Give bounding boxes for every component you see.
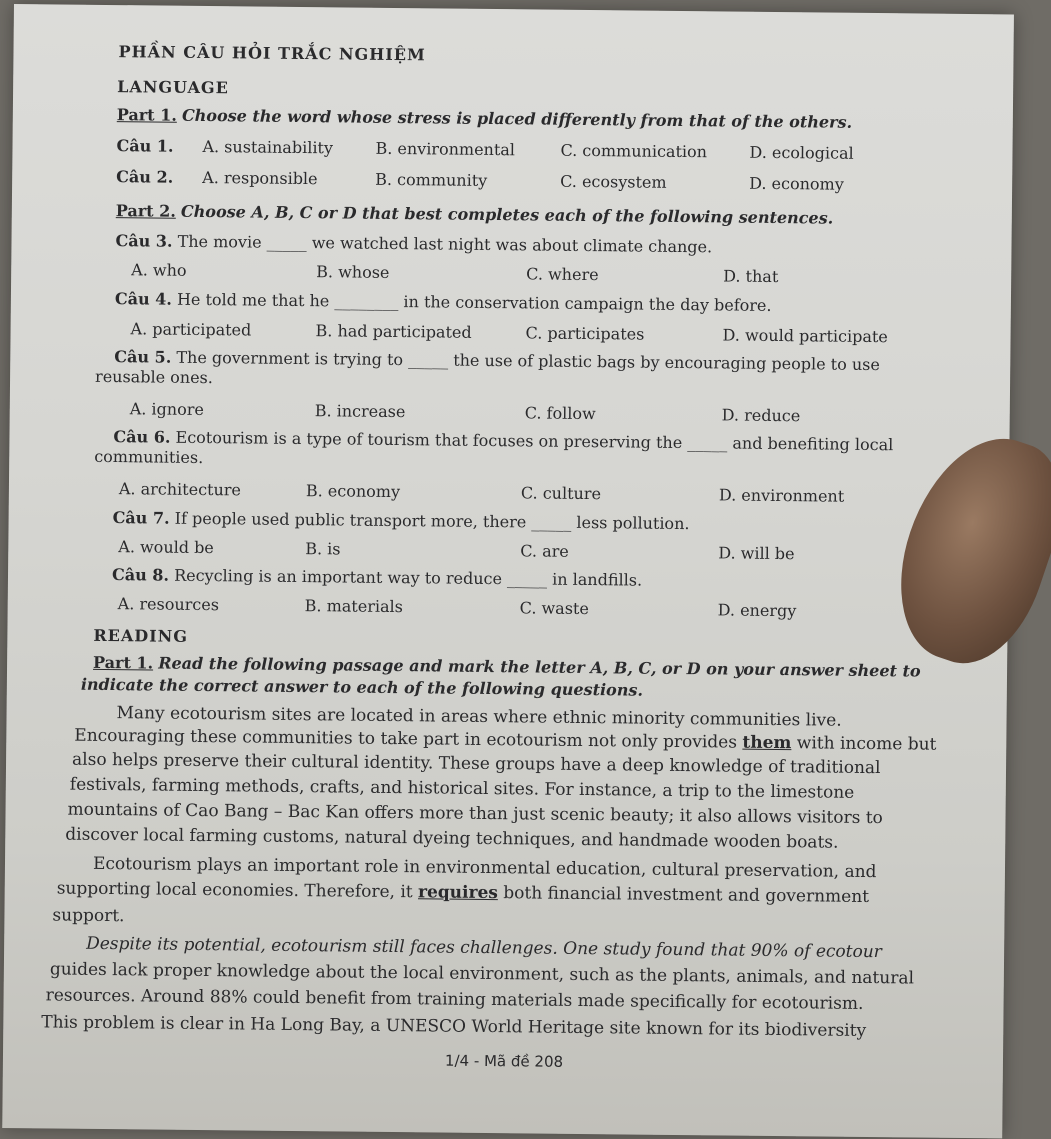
question-4: Câu 4. He told me that he ________ in the conservation campaign the day before. A. participated B. had participated C. participates D. would participate — [114, 289, 888, 347]
thumb — [875, 418, 1051, 681]
reading-heading: READING — [93, 625, 189, 646]
part2-instruction: Part 2. Choose A, B, C or D that best completes each of the following sentences. — [115, 201, 834, 228]
question-5: Câu 5. The government is trying to _____ the use of plastic bags by encouraging people to use reusable ones. A. ignore B. increase C. follow D. reduce — [95, 347, 880, 426]
exam-paper — [2, 4, 1014, 1138]
question-8: Câu 8. Recycling is an important way to reduce _____ in landfills. A. resources B. materials C. waste D. energy — [111, 565, 797, 621]
language-heading: LANGUAGE — [117, 77, 229, 98]
part1-instruction: Part 1. Choose the word whose stress is placed differently from that of the others. — [116, 105, 853, 132]
question-2: Câu 2. A. responsible B. community C. ecosystem D. economy — [116, 167, 844, 194]
question-7: Câu 7. If people used public transport more, there _____ less pollution. A. would be B. is C. are D. will be — [112, 508, 795, 564]
reading-passage: Many ecotourism sites are located in areas where ethnic minority communities live. Encouraging these communities to take part in ecotourism not only provides them with income but also helps preserve their cultural identity. These groups have a deep knowledge of traditional festivals, farming methods, crafts, and historical sites. For instance, a trip to the limestone mountains of Cao Bang – Bac Kan offers more than just scenic beauty; it also allows visitors to discover local farming customs, natural dyeing techniques, and handmade wooden boats. Ecotourism plays an important role in environmental education, cultural preservation, and supporting local economies. Therefore, it requires both financial investment and government support. Despite its potential, ecotourism still faces challenges. One study found that 90% of ecotour guides lack proper knowledge about the local environment, such as the plants, animals, and natural resources. Around 88% could benefit from training materials made specifically for ecotourism. This problem is clear in Ha Long Bay, a UNESCO World Heritage site known for its biodiversity — [41, 703, 937, 1041]
section-title: PHẦN CÂU HỎI TRẮC NGHIỆM — [118, 42, 426, 65]
question-3: Câu 3. The movie _____ we watched last night was about climate change. A. who B. whose C. where D. that — [115, 231, 779, 287]
reading-instruction: Part 1. Read the following passage and mark the letter A, B, C, or D on your answer sheet to indicate the correct answer to each of the following questions. — [80, 652, 921, 700]
question-1: Câu 1. A. sustainability B. environmental C. communication D. ecological — [116, 136, 854, 163]
question-6: Câu 6. Ecotourism is a type of tourism that focuses on preserving the _____ and benefiting local communities. A. architecture B. economy C. culture D. environment — [94, 427, 894, 506]
page-footer: 1/4 - Mã đề 208 — [444, 1051, 564, 1071]
